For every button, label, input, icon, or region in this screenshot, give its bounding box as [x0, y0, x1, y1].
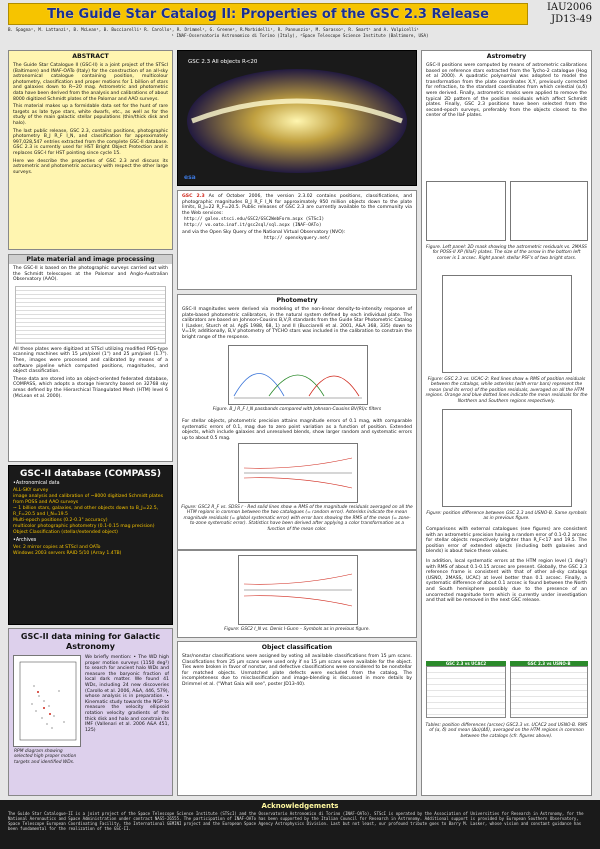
rpm-caption: RPM diagram showing selected high proper motion targets and identified WDs.	[14, 749, 77, 765]
release-links	[178, 216, 416, 230]
database-heading: GSC-II database (COMPASS)	[20, 469, 161, 479]
sky-map-image	[178, 51, 416, 185]
ack-text: The Guide Star Catalogue-II is a joint project of the Space Telescope Science Institute (STScI) and the Osservatorio Astronomico di Torino (INAF-OATo). STScI is operated by the Association of Universities for Research in Astronomy, for the National Aeronautics and Space Administration under contract NAS5-26555. The participation of INAF-OATo has been supported by the Italian Council for Research in Astronomy. Additional support is provided by European Southern Observatory, Space Telescope European Coordinating Facility, the International GEMINI project and the European Space Agency Astrophysics Division. Last but not least, our profound tribute goes to Barry M. Lasker, whose vision and constant guidance has been fundamental for the realization of the GSC-II.	[8, 811, 584, 831]
usno-table-body	[510, 666, 588, 718]
usno-figure	[442, 409, 572, 507]
author-list	[8, 27, 592, 39]
passband-caption: Figure. B_J R_F I_N passbands compared with Johnson-Cousins BV(RI)c filters	[212, 407, 382, 412]
ack-heading: Acknowledgements	[261, 802, 339, 810]
abstract-p3: The last public release, GSC 2.3, contains positions, photographic photometry B_J R_F I_N, and classification for approximately 997,028,547 entries extracted from the complete GSC-II database. GSC 2.3 is currently used for HST Bright Object Protection and it replaces GSC-I for HST pointing since cycle 15.	[13, 128, 168, 156]
mask-figure	[426, 181, 506, 241]
abstract-p4: Here we describe the properties of GSC 2.3 and discuss its astrometric and photometric accuracy with respect the other large surveys.	[13, 158, 168, 175]
denis-panel	[177, 550, 417, 638]
database-items	[9, 488, 172, 536]
sdss-residual-plot	[239, 444, 357, 502]
db-item: ALL-SKY survey	[13, 488, 49, 493]
affiliations: ¹ INAF-Osservatorio Astronomico di Torino (Italy), ²Space Telescope Science Institute (Baltimore, USA)	[171, 33, 429, 38]
plate-p2: All these plates were digitized at STScI utilizing modified PDS-type scanning machines with 15 μm/pixel (1") and 25 μm/pixel (1.7"). Then, images were processed and calibrated by means of a software pipeline which computed positions, magnitudes, and object classification.	[13, 346, 168, 375]
release-link[interactable]: http:// vo.oato.inaf.it/gsc2sql/sql.aspx (INAF-OATo)	[184, 223, 322, 229]
astrometry-p1: GSC-II positions were computed by means of astrometric calibrations based on reference stars extracted from the Tycho-2 catalogue (Hog et al 2000). A quadratic polynomial was adopted to model the transformation from the plate coordinates X,Y, previously corrected for refraction, to the standard coordinates from which celestial (α,δ) were derived. Finally, astrometric masks were applied to remove the typical 2D pattern of the position residuals which affect Schmidt plates. Finally, GSC 2.3 positions have been selected from the second-epoch surveys, preferably from the objects closest to the center of the IIaF plates.	[426, 63, 587, 119]
mining-heading: GSC-II data mining for Galactic Astronomy	[20, 632, 161, 651]
psf-figure	[510, 181, 588, 241]
usno-table-head: GSC 2.3 vs USNO-B	[510, 661, 588, 666]
badge-line-1: IAU2006	[546, 2, 592, 13]
mining-panel	[8, 628, 173, 796]
photometry-p2: For stellar objects, photometric precision attains magnitude errors of 0.1 mag, with comparable systematic errors of 0.1, mag due to zero point variation as a function of position. Extended objects, which include galaxies and unresolved blends, show larger random and systematic errors up to about 0.5 mag.	[182, 419, 412, 441]
release-link[interactable]: http:// galex.stsci.edu/GSC2/GSC2WebForm.aspx (STScI)	[184, 217, 325, 223]
release-body: As of October 2006, the version 2.3.02 contains positions, classifications, and photographic magnitudes B_J R_F I_N for approximately 950 million objects down to the plate limits, B_J=22 R_F=20.5. Public releases of GSC 2.3 are currently available to the community via the Web services:	[182, 194, 413, 216]
photometry-heading: Photometry	[276, 297, 318, 304]
release-text	[178, 194, 416, 216]
sdss-caption: Figure: GSC2 R_F vs. SDSS r - Red solid lines show ± RMS of the magnitude residuals averaged on all the HTM regions in common between the two catalogues (= random error). Asterisks indicate the mean magnitude residuals (= global systematic error) with error bars showing the RMS of the mean (= zone-to-zone systematic error). Statistics have been derived after applying a color transformation as a function of the mean color.	[181, 505, 413, 532]
database-panel	[8, 465, 173, 625]
abstract-panel	[8, 50, 173, 250]
usno-caption: Figure: position difference between GSC 2.3 and USNO-B. Same symbols as in previous figure.	[426, 511, 587, 522]
classification-heading: Object classification	[261, 644, 333, 651]
classification-text: Star/nonstar classifications were assigned by voting all available classifications from 15 μm scans. Classifications from 25 μm scans were used only if no 15 μm scans were available for the object. Ties were broken in favor of nonstar, and defective classifications were considered to be nonstellar for matched objects. Unmatched plate defects were excluded from the catalog. The incompleteness due to misclassification and image-blending is discussed in more details by Drimmel et al. ("What Gaia will see", poster JD13-40).	[182, 654, 412, 687]
release-lead: GSC 2.3	[182, 194, 205, 199]
classification-panel	[177, 641, 417, 796]
badge-line-2: JD13-49	[551, 14, 592, 25]
abstract-p2: This material makes up a formidable data set for the hunt of rare targets as late type stars, white dwarfs, etc., as well as for the study of the main galactic stellar populations (thin/thick disk and halo).	[13, 104, 168, 126]
ucac-caption: Figure: GSC 2.3 vs. UCAC-2: Red lines show ± RMS of position residuals between the catalogs, while asterisks (with error bars) represent the mean (and its error) of the position residuals, averaged on all the HTM regions. Orange and blue dotted lines indicate the mean residuals for the Northern and Southern regions respectively.	[425, 377, 588, 404]
mask-caption: Figure. Left panel: 2D mask showing the astrometric residuals vs. 2MASS for POSS-II XP (IIIaF) plates. The size of the arrow in the bottom left corner is 1 arcsec. Right panel: stellar PSF's of two bright stars.	[426, 245, 587, 261]
authors: B. Spagna¹, M. Lattanzi¹, B. McLean², B. Bucciarelli¹ R. Carollo¹, R. Drimmel¹, G. Greene², R.Morbidelli¹, R. Pannunzio¹, M. Sarasso¹, R. Smart¹ and A. Volpicelli¹	[8, 27, 419, 32]
denis-residual-figure	[238, 555, 358, 625]
survey-table-image	[15, 286, 166, 344]
db-item: multicolor photographic photometry (0.1-0.15 mag precision)	[13, 524, 155, 529]
passband-curves	[229, 346, 367, 404]
sky-map-panel	[177, 50, 417, 186]
astro-data-label: •Astronomical data	[13, 481, 60, 486]
release-panel	[177, 190, 417, 290]
passband-figure	[228, 345, 368, 405]
release-tail: and via the Open Sky Query of the National Virtual Observatory (NVO):	[182, 230, 346, 236]
ucac-table	[426, 661, 506, 718]
plate-panel	[8, 254, 173, 462]
abstract-p1: The Guide Star Catalogue II (GSC-II) is a joint project of the STScI (Baltimore) and INAF-OATo (Italy) for the construction of an all-sky astronomical catalogue containing position, multicolour photometry, classification and proper motions for 1 billion of stars and galaxies down to R~20 mag. Astrometric and photometric data have been derived from the analysis and calibrations of about 8000 digitized Schmidt plates of the Palomar and AAO surveys.	[13, 63, 168, 102]
mining-text: We briefly mention: • The WD high proper motion surveys (1150 deg²) to search for ancient halo WDs and measure the baryonic fraction of local dark matter. We found 41 WDs, including 24 new discoveries (Carollo et al. 2006, A&A, 446, 579), whose analysis is in preparation. • Kinematic study towards the NGP to measure the velocity ellipsoid rotation velocity gradients of the thick disk and halo and constrain its IMF (Vallenari et al. 2006 A&A 451, 125)	[85, 655, 169, 733]
rpm-diagram	[13, 655, 81, 747]
sdss-residual-figure	[238, 443, 358, 503]
astrometry-p2: Comparisons with external catalogues (see figures) are consistent with an astrometric precision having a random error of 0.1-0.2 arcsec for stellar objects respectively brighter than R_F<17 and 19.5. The position error of extended objects (including both galaxies and blends) is about twice these values.	[426, 527, 587, 555]
acknowledgements-panel	[0, 800, 600, 849]
nvo-link[interactable]: http:// openskyquery.net/	[263, 235, 331, 241]
abstract-heading: ABSTRACT	[72, 53, 109, 60]
db-item: Multi-epoch positions (0.2-0.3" accuracy)	[13, 518, 108, 523]
ucac-table-head: GSC 2.3 vs UCAC2	[426, 661, 506, 666]
photometry-panel	[177, 294, 417, 550]
db-item: ~ 1 billion stars, galaxies, and other objects down to B_J=22.5, R_F=20.5 and I_N=19.5	[13, 506, 159, 517]
photometry-p1: GSC-II magnitudes were derived via modeling of the non-linear density-to-intensity response of plate-based photometric calibrators, in the natural system defined by each individual plate. The calibrators are based on Johnson-Cousins B,V,R standards from the Guide Star Photometric Catalog I (Lasker, Sturch et al. ApJS 1988, 68, 1) and II (Bucciarelli et al. 2001, A&A 368, 335) down to V=19; additionally, B,V photometry of TYCHO stars was included in the calibration to constrain the bright range of the response.	[182, 307, 412, 340]
ucac-table-body	[426, 666, 506, 718]
sky-map-label: GSC 2.3 All objects R<20	[188, 59, 258, 65]
plate-p3: These data are stored into an object-oriented federated database, COMPASS, which adopts a storage hierarchy based on 32768 sky areas defined by the Hierarchical Triangulated Mesh (HTM) level 6 (McLean et al. 2000).	[13, 376, 168, 399]
plate-p1: The GSC-II is based on the photographic surveys carried out with the Schmidt telescopes at the Palomar and Anglo-Australian Observatory (AAO).	[13, 266, 168, 283]
rpm-scatter-plot	[14, 656, 80, 746]
session-badge	[547, 2, 592, 26]
archive-item: Windows 2003 servers RAID 5/10 (Array 1.4TB)	[13, 551, 122, 556]
astrometry-panel	[421, 50, 592, 796]
archives-label: •Archives	[13, 538, 37, 543]
esa-logo: esa	[184, 174, 196, 181]
archive-items	[9, 545, 172, 557]
plate-heading: Plate material and image processing	[9, 255, 172, 264]
denis-residual-plot	[239, 556, 357, 624]
tables-caption: Tables: position differences (arcsec) GSC2.3 vs. UCAC2 and USNO-B. RMS of (α, δ) and mean (Δα)(Δδ), averaged on the HTM regions in common between the catalogs (cfr. figures above).	[425, 723, 588, 739]
poster-title: The Guide Star Catalog II: Properties of the GSC 2.3 Release	[8, 3, 528, 25]
usno-table	[510, 661, 588, 718]
astrometry-p3: In addition, local systematic errors at the HTM region level (1 deg²) with RMS of about 0.1-0.15 arcsec are present. Globally, the GSC 2.3 reference frame is consistent with that of other all-sky catalogs (USNO, 2MASS, UCAC) at level better than 0.1 arcsec. Finally, a systematic difference of about 0.1 arcsec is found between the North and South hemisphere possibly due to the presence of an uncorrected magnitude term which is currently under investigation and that will be removed in the next GSC release.	[426, 559, 587, 604]
db-item: image analysis and calibration of ~8000 digitized Schmidt plates from POSS and AAO surveys	[13, 494, 163, 505]
db-item: Object Classification (stellar/extended object)	[13, 530, 118, 535]
denis-caption: Figure: GSC2 I_N vs. Denis I-Gunn – Symbols as in previous figure.	[224, 627, 370, 632]
astrometry-heading: Astrometry	[486, 53, 527, 60]
ucac-figure	[442, 275, 572, 373]
poster-header	[0, 0, 600, 48]
archive-item: Ver. 2 mirror copies at STScI and OATo	[13, 545, 101, 550]
